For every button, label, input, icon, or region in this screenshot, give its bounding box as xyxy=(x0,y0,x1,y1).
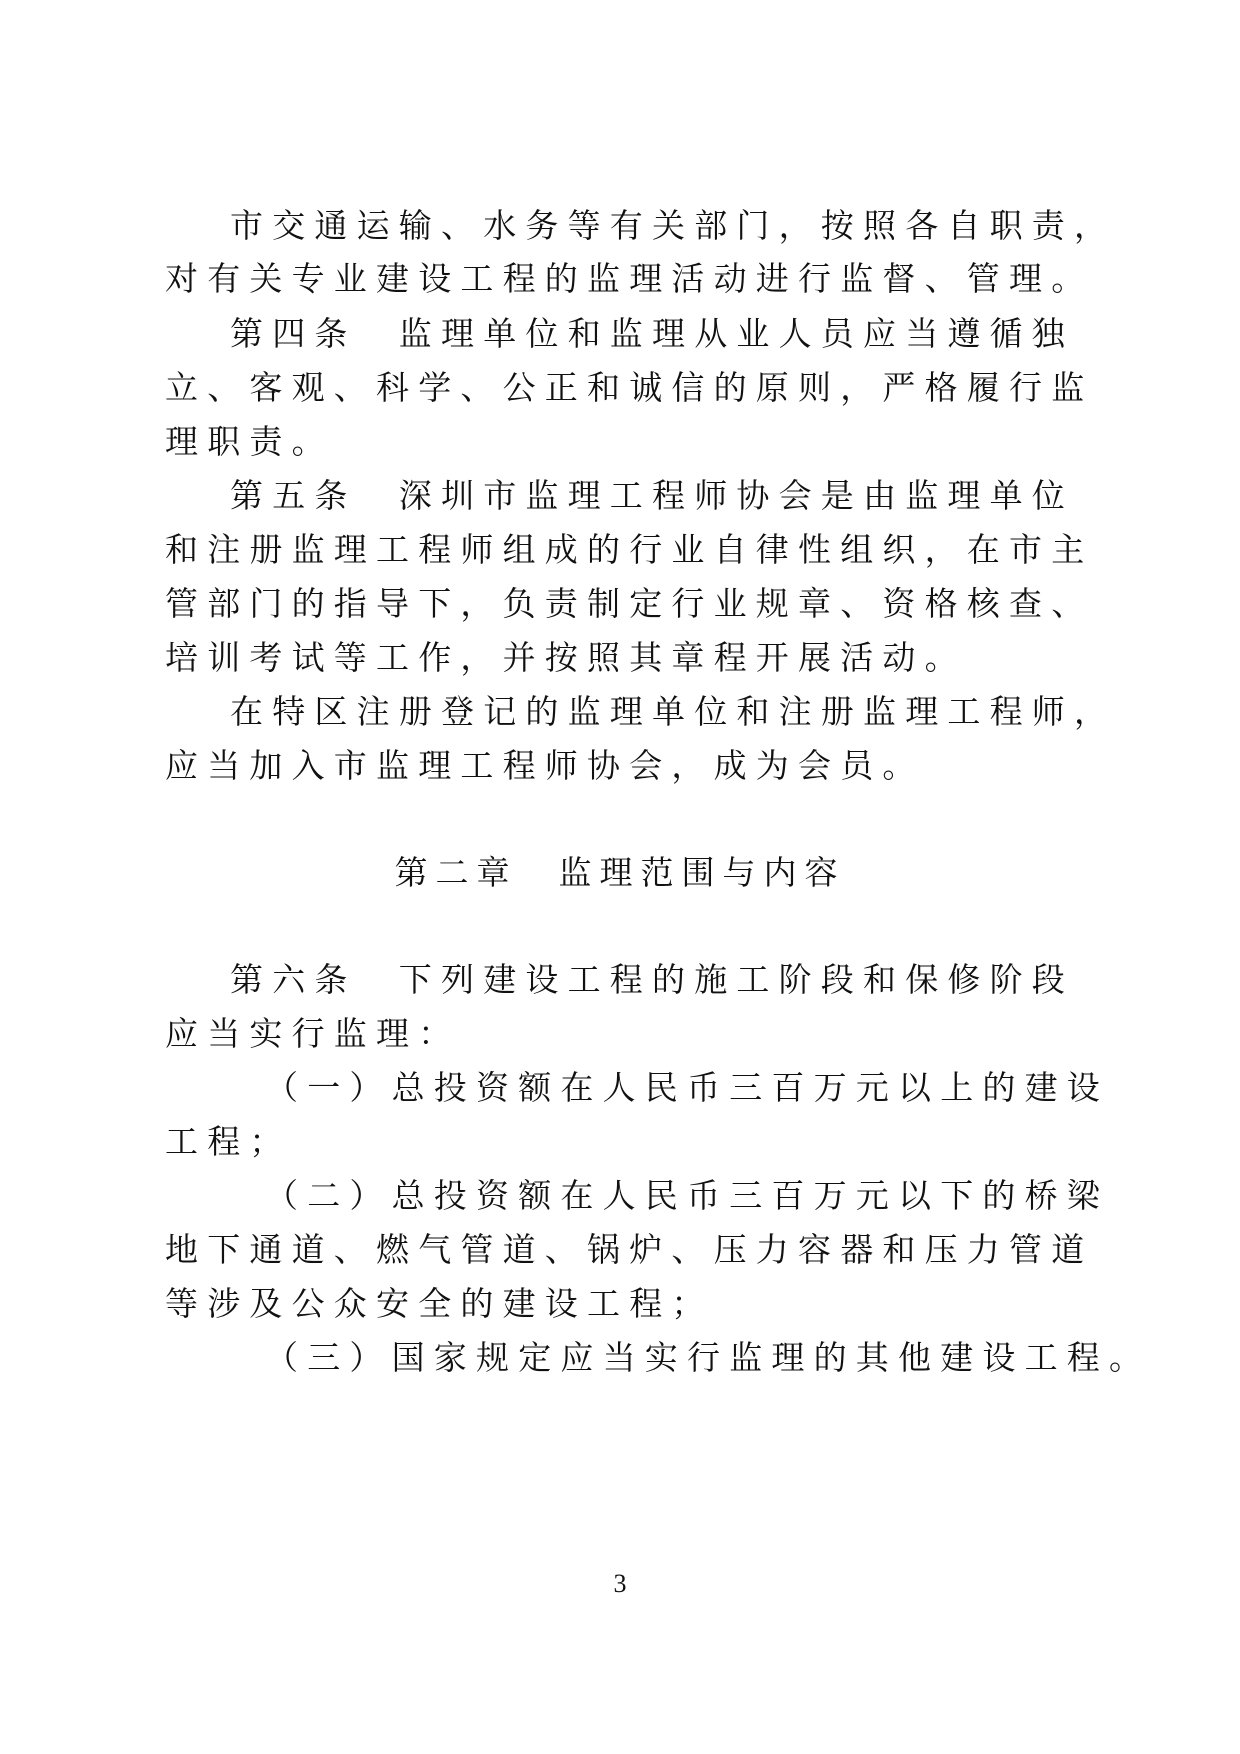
list-item-line: 等涉及公众安全的建设工程； xyxy=(165,1284,714,1323)
article-five-line: 和注册监理工程师组成的行业自律性组织，在市主 xyxy=(165,530,1094,569)
list-item-line: 工程； xyxy=(165,1122,292,1161)
article-four-line: 第四条 监理单位和监理从业人员应当遵循独 xyxy=(230,314,1074,353)
article-four-line: 理职责。 xyxy=(165,422,334,461)
membership-line: 应当加入市监理工程师协会，成为会员。 xyxy=(165,746,925,785)
membership-line: 在特区注册登记的监理单位和注册监理工程师， xyxy=(230,692,1117,731)
article-four-line: 立、客观、科学、公正和诚信的原则，严格履行监 xyxy=(165,368,1094,407)
article-five-line: 管部门的指导下，负责制定行业规章、资格核查、 xyxy=(165,584,1094,623)
list-item-line: （二）总投资额在人民币三百万元以下的桥梁 xyxy=(265,1176,1109,1215)
list-item-line: （三）国家规定应当实行监理的其他建设工程。 xyxy=(265,1338,1152,1377)
article-six-line: 应当实行监理： xyxy=(165,1014,461,1053)
page-number: 3 xyxy=(613,1569,627,1598)
article-five-line: 培训考试等工作，并按照其章程开展活动。 xyxy=(165,638,967,677)
list-item-line: （一）总投资额在人民币三百万元以上的建设 xyxy=(265,1068,1109,1107)
article-five-line: 第五条 深圳市监理工程师协会是由监理单位 xyxy=(230,476,1074,515)
paragraph-line: 市交通运输、水务等有关部门，按照各自职责， xyxy=(230,206,1117,245)
paragraph-line: 对有关专业建设工程的监理活动进行监督、管理。 xyxy=(165,259,1094,298)
article-six-line: 第六条 下列建设工程的施工阶段和保修阶段 xyxy=(230,960,1074,999)
chapter-heading: 第二章 监理范围与内容 xyxy=(394,853,846,892)
list-item-line: 地下通道、燃气管道、锅炉、压力容器和压力管道 xyxy=(165,1230,1094,1269)
